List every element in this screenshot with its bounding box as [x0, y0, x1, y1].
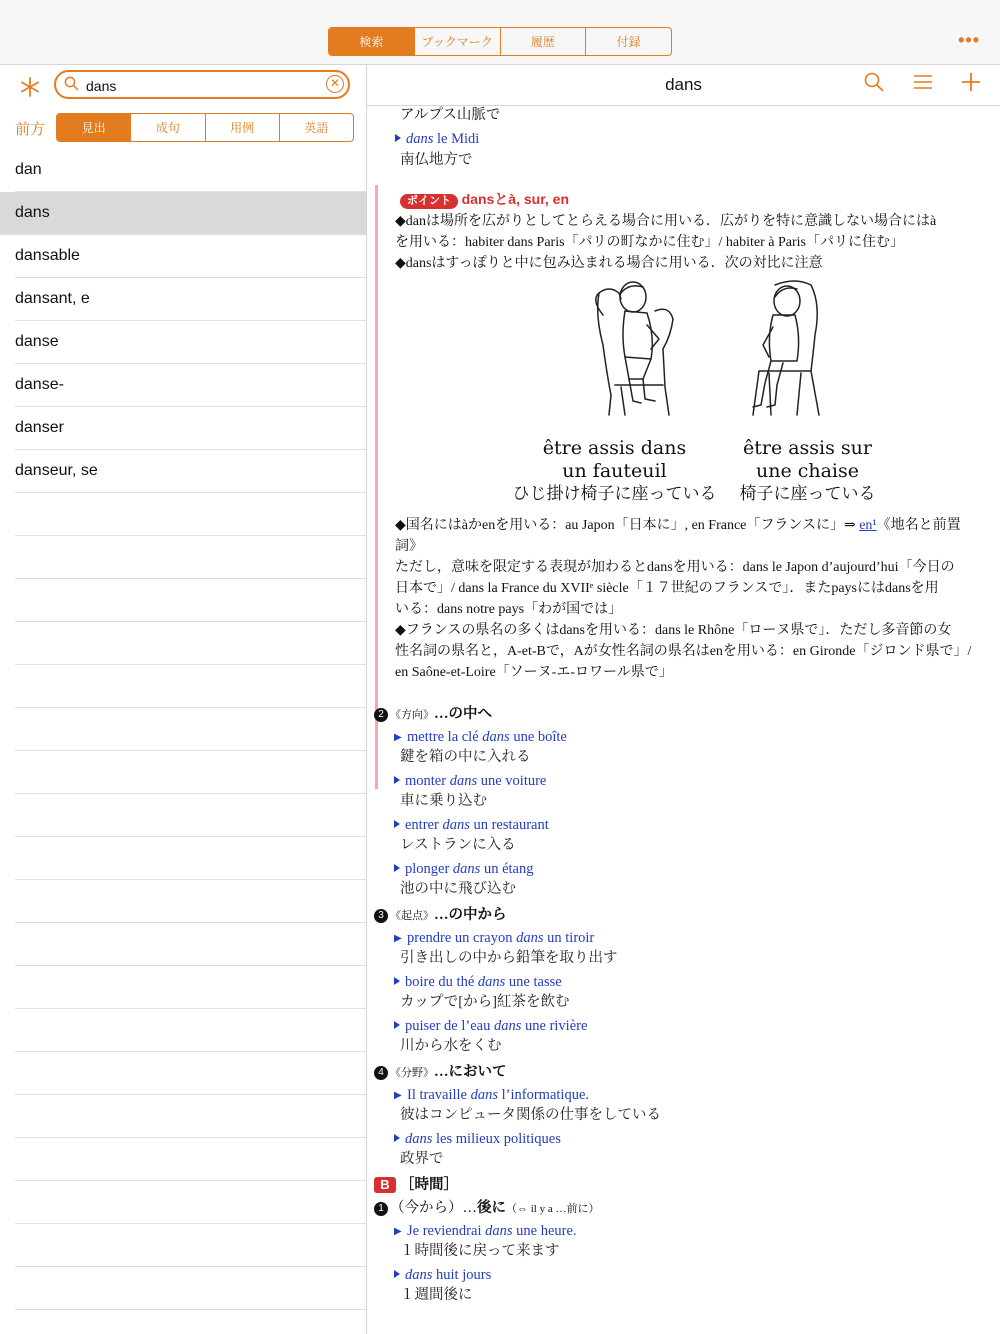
play-icon	[394, 776, 400, 784]
sense-heading: 4 《分野》…において	[374, 1062, 507, 1084]
point-text: ただし，意味を限定する表現が加わるとdansを用いる：dans le Japon d’aujourd’hui「今日の	[395, 560, 955, 575]
list-item[interactable]: dansable	[15, 235, 366, 278]
empty-row	[15, 794, 366, 837]
example[interactable]: dans les milieux politiques	[394, 1129, 561, 1150]
empty-row	[15, 1138, 366, 1181]
mode-english[interactable]: 英語	[279, 114, 353, 141]
top-toolbar	[0, 0, 1000, 65]
example[interactable]: ▶‎ mettre la clé dans une boîte	[394, 727, 567, 748]
point-text: いる：dans notre pays「わが国では」	[395, 602, 623, 617]
point-text: ◆danは場所を広がりとしてとらえる場合に用いる．広がりを特に意識しない場合にはà	[395, 214, 937, 229]
search-field[interactable]	[54, 70, 350, 99]
jp-translation: 池の中に飛び込む	[400, 881, 516, 897]
list-item[interactable]: danseur, se	[15, 450, 366, 493]
example[interactable]: boire du thé dans une tasse	[394, 972, 562, 993]
play-all-icon: ▶‎	[394, 732, 402, 743]
point-text: 性名詞の県名と，A-et-Bで，Aが女性名詞の県名はenを用いる：en Gironde「ジロンド県で」/	[395, 644, 972, 659]
xref-link[interactable]: en¹	[859, 518, 877, 533]
mode-example[interactable]: 用例	[205, 114, 279, 141]
play-icon	[394, 1134, 400, 1142]
search-modes	[56, 113, 354, 142]
play-icon	[394, 820, 400, 828]
empty-row	[15, 751, 366, 794]
empty-row	[15, 923, 366, 966]
list-item[interactable]: danser	[15, 407, 366, 450]
jp-translation: 鍵を箱の中に入れる	[400, 749, 531, 765]
jp-translation: 川から水をくむ	[400, 1038, 502, 1054]
entry-title: dans	[665, 75, 702, 94]
list-item[interactable]: dansant, e	[15, 278, 366, 321]
point-text: ◆dansはすっぽりと中に包み込まれる場合に用いる．次の対比に注意	[395, 256, 823, 271]
entry-pane	[367, 65, 1000, 1334]
play-all-icon: ▶	[394, 1226, 402, 1237]
point-title: dansとà, sur, en	[461, 191, 569, 207]
play-all-icon: ▶‎	[394, 1090, 402, 1101]
list-item[interactable]: dan	[15, 149, 366, 192]
more-icon[interactable]: •••	[958, 30, 980, 50]
example[interactable]: ▶ Je reviendrai dans une heure.	[394, 1221, 577, 1242]
example[interactable]: puiser de l’eau dans une rivière	[394, 1016, 587, 1037]
search-icon[interactable]	[863, 71, 885, 93]
empty-row	[15, 1052, 366, 1095]
tab-history[interactable]: 履歴	[500, 28, 586, 55]
add-icon[interactable]	[960, 71, 982, 93]
jp-translation: 彼はコンピュータ関係の仕事をしている	[400, 1107, 661, 1123]
play-icon	[394, 1270, 400, 1278]
tab-search[interactable]: 検索	[329, 28, 414, 55]
example[interactable]: monter dans une voiture	[394, 771, 546, 792]
jp-translation: 引き出しの中から鉛筆を取り出す	[400, 950, 618, 966]
caption-right-2: une chaise	[755, 460, 860, 482]
point-text: 日本で」/ dans la France du XVIIᵉ siècle「１７世紀のフランスで」．またpaysにはdansを用	[395, 581, 939, 596]
point-text: を用いる：habiter dans Paris「パリの町なかに住む」/ habiter à Paris「パリに住む」	[395, 235, 905, 250]
mode-headword[interactable]: 見出	[57, 114, 130, 141]
point-badge: ポイント	[400, 194, 458, 209]
tab-bookmark[interactable]: ブックマーク	[414, 28, 500, 55]
clear-icon[interactable]: ✕	[326, 75, 344, 93]
armchair-figure-illustration	[585, 275, 685, 425]
play-all-icon: ▶‎	[394, 933, 402, 944]
example[interactable]: dans le Midi	[395, 129, 479, 150]
play-icon	[394, 864, 400, 872]
play-icon	[394, 977, 400, 985]
jp-translation: 車に乗り込む	[400, 793, 487, 809]
empty-row	[15, 966, 366, 1009]
sense-number-icon: 3	[374, 909, 388, 923]
jp-translation: １時間後に戻って来ます	[400, 1243, 560, 1259]
jp-translation: 南仏地方で	[400, 152, 473, 168]
jp-translation: カップで[から]紅茶を飲む	[400, 994, 570, 1010]
empty-row	[15, 579, 366, 622]
caption-right-1: être assis sur	[742, 437, 872, 459]
empty-row	[15, 536, 366, 579]
wildcard-icon[interactable]	[19, 70, 41, 106]
jp-translation: アルプス山脈で	[400, 107, 501, 123]
list-item[interactable]: danse-	[15, 364, 366, 407]
play-icon	[395, 134, 401, 142]
empty-row	[15, 880, 366, 923]
caption-left-2: un fauteuil	[562, 460, 667, 482]
menu-icon[interactable]	[912, 71, 934, 93]
empty-row	[15, 708, 366, 751]
point-text: en Saône-et-Loire「ソーヌ-エ-ロワール県で」	[395, 665, 673, 680]
search-icon	[64, 76, 79, 91]
empty-row	[15, 622, 366, 665]
caption-right-3: 椅子に座っている	[739, 484, 876, 504]
jp-translation: 政界で	[400, 1151, 444, 1167]
point-text: ◆国名にはàかenを用いる：au Japon「日本に」, en France「フランスに」⇒ en¹《地名と前置	[395, 518, 961, 533]
direction-label[interactable]: 前方	[15, 121, 46, 138]
sense-heading: 2 《方向》…の中へ	[374, 704, 492, 726]
mode-idiom[interactable]: 成句	[130, 114, 204, 141]
empty-row	[15, 1224, 366, 1267]
empty-row	[15, 1267, 366, 1310]
play-icon	[394, 1021, 400, 1029]
sense-number-icon: 2	[374, 708, 388, 722]
empty-row	[15, 1009, 366, 1052]
main-tabs	[328, 27, 672, 56]
point-text: 詞》	[395, 539, 423, 554]
chair-figure-illustration	[735, 275, 835, 425]
list-item[interactable]: dans	[0, 192, 366, 235]
result-list	[0, 149, 366, 1310]
sidebar	[0, 65, 367, 1334]
sense-heading: 1 （今から）…後に（⇔ il y a …前に）	[374, 1198, 600, 1220]
caption-left-1: être assis dans	[542, 437, 687, 459]
section-badge: B	[374, 1177, 396, 1193]
example[interactable]: entrer dans un restaurant	[394, 815, 549, 836]
point-text: ◆フランスの県名の多くはdansを用いる：dans le Rhône「ローヌ県で」．ただし多音節の女	[395, 623, 952, 638]
point-header	[400, 189, 569, 211]
example[interactable]: ▶‎ prendre un crayon dans un tiroir	[394, 928, 594, 949]
caption-left-3: ひじ掛け椅子に座っている	[512, 484, 717, 504]
sense-heading: 3 《起点》…の中から	[374, 905, 507, 927]
example[interactable]: dans huit jours	[394, 1265, 491, 1286]
empty-row	[15, 837, 366, 880]
empty-row	[15, 493, 366, 536]
search-input[interactable]	[84, 75, 318, 97]
sense-number-icon: 1	[374, 1202, 388, 1216]
section-heading: B ［時間］	[374, 1175, 458, 1196]
empty-row	[15, 1095, 366, 1138]
sense-number-icon: 4	[374, 1066, 388, 1080]
empty-row	[15, 665, 366, 708]
jp-translation: レストランに入る	[400, 837, 516, 853]
example[interactable]: ▶‎ Il travaille dans l’informatique.	[394, 1085, 589, 1106]
empty-row	[15, 1181, 366, 1224]
list-item[interactable]: danse	[15, 321, 366, 364]
tab-appendix[interactable]: 付録	[585, 28, 671, 55]
example[interactable]: plonger dans un étang	[394, 859, 533, 880]
jp-translation: １週間後に	[400, 1287, 473, 1303]
